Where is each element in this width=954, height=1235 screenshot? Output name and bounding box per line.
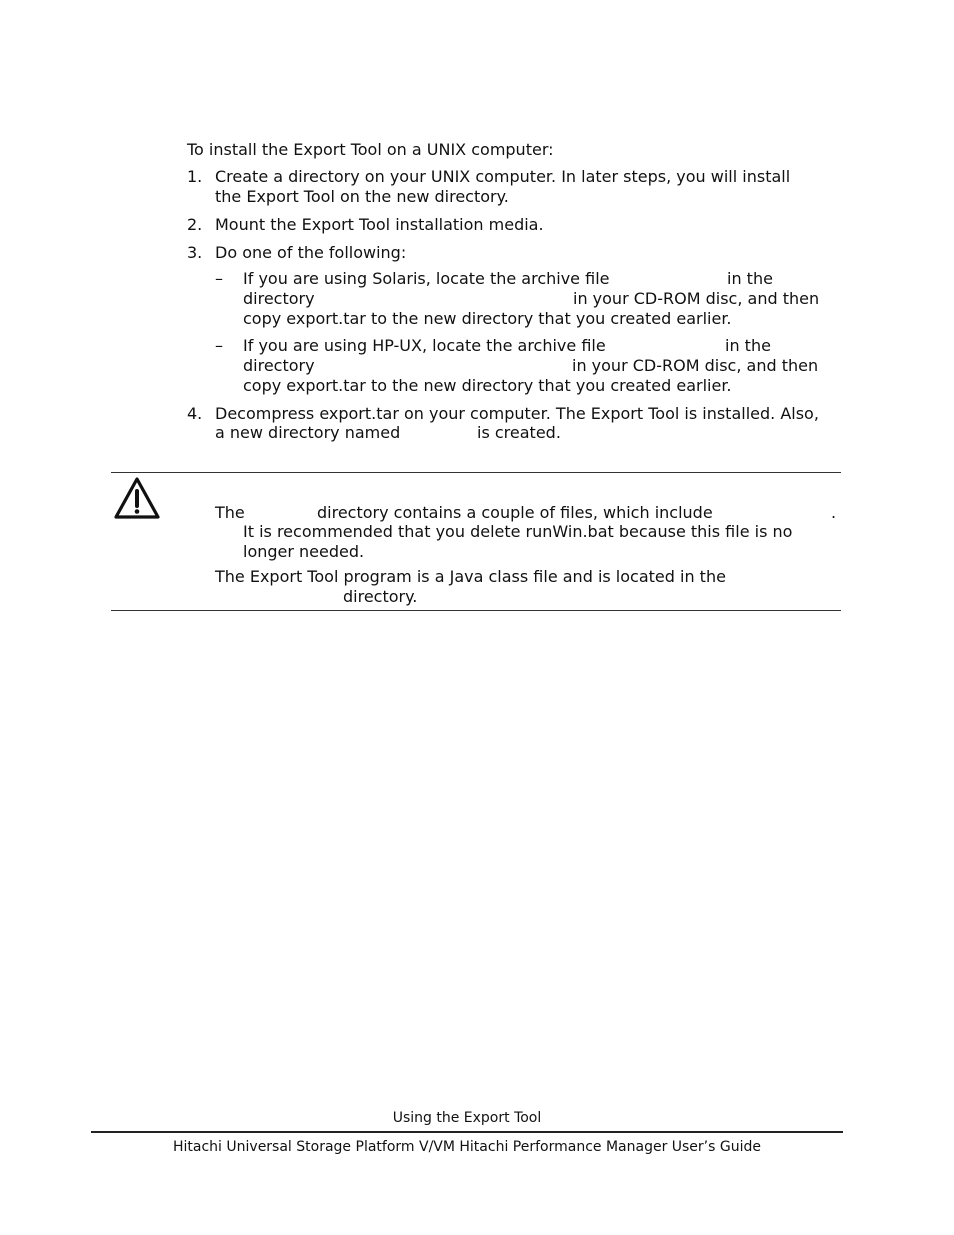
note-text: longer needed. (243, 542, 365, 561)
substep-bullet: – (215, 269, 223, 288)
note-text: The (215, 503, 245, 522)
note-top-rule (111, 472, 841, 473)
substep-text: If you are using HP-UX, locate the archive file (243, 336, 606, 355)
footer-rule (91, 1131, 843, 1133)
substep-text: in the (725, 336, 771, 355)
step-text: Do one of the following: (215, 243, 407, 262)
substep-text: If you are using Solaris, locate the archive file (243, 269, 610, 288)
note-bottom-rule (111, 610, 841, 611)
step-number: 1. (187, 167, 203, 186)
warning-triangle-icon (113, 476, 161, 520)
step-text: Mount the Export Tool installation media. (215, 215, 544, 234)
note-text: The Export Tool program is a Java class file and is located in the (215, 567, 726, 586)
note-text: directory. (343, 587, 418, 606)
footer-section-title: Using the Export Tool (392, 1110, 542, 1126)
substep-text: directory (243, 356, 315, 375)
step-text: Create a directory on your UNIX computer. In later steps, you will install (215, 167, 791, 186)
footer-book-title: Hitachi Universal Storage Platform V/VM Hitachi Performance Manager User’s Guide (173, 1139, 761, 1155)
note-text: . (831, 503, 837, 522)
step-number: 3. (187, 243, 203, 262)
step-text: Decompress export.tar on your computer. The Export Tool is installed. Also, (215, 404, 819, 423)
substep-text: in your CD-ROM disc, and then (573, 289, 820, 308)
intro-text: To install the Export Tool on a UNIX computer: (187, 140, 554, 159)
substep-text: in your CD-ROM disc, and then (572, 356, 819, 375)
substep-text: in the (727, 269, 773, 288)
note-text: It is recommended that you delete runWin.bat because this file is no (243, 522, 793, 541)
substep-text: copy export.tar to the new directory that you created earlier. (243, 309, 732, 328)
step-text: is created. (477, 423, 561, 442)
substep-bullet: – (215, 336, 223, 355)
step-text: the Export Tool on the new directory. (215, 187, 509, 206)
note-text: directory contains a couple of files, which include (317, 503, 713, 522)
step-text: a new directory named (215, 423, 401, 442)
step-number: 4. (187, 404, 203, 423)
substep-text: directory (243, 289, 315, 308)
substep-text: copy export.tar to the new directory that you created earlier. (243, 376, 732, 395)
step-number: 2. (187, 215, 203, 234)
